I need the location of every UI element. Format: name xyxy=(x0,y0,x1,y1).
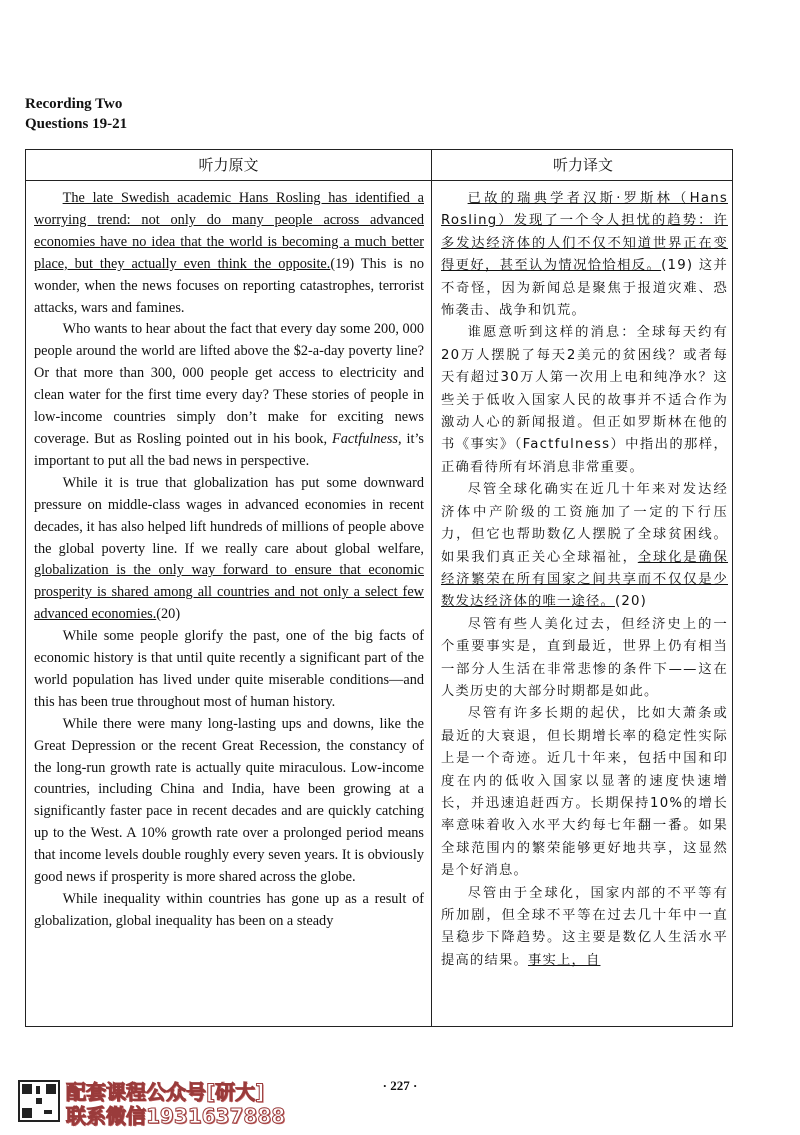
header-divider xyxy=(26,180,732,181)
text-segment: While some people glorify the past, one of the big facts of economic history is that until quite recently a significant part of the world population has lived under quite miserable conditions—and this has been true throughout most of human history. xyxy=(34,628,424,710)
text-segment: , it’s important to put all the bad news in perspective. xyxy=(34,430,424,469)
column-divider xyxy=(431,150,432,1026)
header-original: 听力原文 xyxy=(198,156,259,174)
paragraph xyxy=(34,473,424,626)
text-segment: While it is true that globalization has put some downward pressure on middle-class wages in advanced economies in recent decades, it has also helped lift hundreds of millions of people above the global poverty line. If we really care about global welfare, xyxy=(34,474,424,557)
questions-range: Questions 19-21 xyxy=(25,116,128,132)
text-segment: Factfulness xyxy=(332,430,398,447)
section-heading xyxy=(25,94,127,134)
paragraph xyxy=(441,614,728,704)
paragraph xyxy=(441,703,728,882)
underlined-answer-text: globalization is the only way forward to ensure that economic prosperity is shared among all countries and not only a select few advanced economies. xyxy=(34,562,424,623)
qr-code-icon xyxy=(18,1080,60,1122)
paragraph xyxy=(34,188,424,319)
recording-title: Recording Two xyxy=(25,96,123,112)
underlined-answer-text: 已故的瑞典学者汉斯·罗斯林（Hans Rosling）发现了一个令人担忧的趋势：许多发达经济体的人们不仅不知道世界正在变得更好，甚至认为情况恰恰相反。 xyxy=(441,191,728,274)
text-segment: While there were many long-lasting ups and downs, like the Great Depression or the recent Great Recession, the constancy of the long-run growth rate is actually quite miraculous. Low-income countries, including China and India, have been growing at a significantly faster pace in recent decades and are quickly catching up to the West. A 10% growth rate over a prolonged period means that income levels double roughly every seven years. It is obviously good news if prosperity is more shared across the globe. xyxy=(34,715,424,886)
underlined-answer-text: 事实上，自 xyxy=(527,952,601,968)
text-segment: (20) xyxy=(614,594,648,610)
text-segment: 尽管有许多长期的起伏，比如大萧条或最近的大衰退，但长期增长率的稳定性实际上是一个奇迹。近几十年来，包括中国和印度在内的低收入国家以显著的速度快速增长，并迅速追赶西方。长期保持10%的增长率意味着收入水平大约每七年翻一番。如果全球范围内的繁荣能够更好地共享，这显然是个好消息。 xyxy=(441,706,728,879)
paragraph xyxy=(34,889,424,933)
header-translation: 听力译文 xyxy=(552,156,613,174)
paragraph xyxy=(441,188,728,322)
chinese-translation xyxy=(441,188,728,972)
transcript-table xyxy=(25,149,733,1027)
text-segment: Who wants to hear about the fact that every day some 200, 000 people around the world are lifted above the $2-a-day poverty line? Or that more than 300, 000 people get access to electricity and clean water for the first time every day? These stories of people in low-income countries simply don’t make for exciting news coverage. But as Rosling pointed out in his book, xyxy=(34,321,424,447)
watermark-line-2: 联系微信1931637888 xyxy=(66,1104,286,1128)
paragraph xyxy=(34,626,424,714)
paragraph xyxy=(34,319,424,472)
underlined-answer-text: The late Swedish academic Hans Rosling has identified a worrying trend: not only do many people across advanced economies have no idea that the world is becoming a much better place, but they actually even think the opposite. xyxy=(34,190,424,272)
text-segment: While inequality within countries has gone up as a result of globalization, global inequality has been on a steady xyxy=(34,891,424,929)
underlined-answer-text: 全球化是确保经济繁荣在所有国家之间共享而不仅仅是少数发达经济体的唯一途径。 xyxy=(441,549,729,610)
page-number: · 227 · xyxy=(382,1078,418,1093)
paragraph xyxy=(441,883,728,973)
text-segment: (19) 这并不奇怪，因为新闻总是聚焦于报道灾难、恐怖袭击、战争和饥荒。 xyxy=(441,258,729,319)
text-segment: 尽管全球化确实在近几十年来对发达经济体中产阶级的工资施加了一定的下行压力，但它也帮助数亿人摆脱了全球贫困线。如果我们真正关心全球福祉， xyxy=(441,482,728,565)
text-segment: (20) xyxy=(156,606,181,623)
watermark xyxy=(66,1080,285,1128)
paragraph xyxy=(441,479,728,613)
text-segment: 谁愿意听到这样的消息：全球每天约有20万人摆脱了每天2美元的贫困线？或者每天有超过30万人第一次用上电和纯净水？这些关于低收入国家人民的故事并不适合作为激动人心的新闻报道。但正如罗斯林在他的书《事实》（Factfulness）中指出的那样，正确看待所有坏消息非常重要。 xyxy=(441,325,728,475)
paragraph xyxy=(34,714,424,889)
watermark-line-1: 配套课程公众号[研大] xyxy=(66,1080,265,1104)
text-segment: 尽管由于全球化，国家内部的不平等有所加剧，但全球不平等在过去几十年中一直呈稳步下降趋势。这主要是数亿人生活水平提高的结果。 xyxy=(441,885,728,968)
english-transcript xyxy=(34,188,424,933)
text-segment: (19) This is no wonder, when the news focuses on reporting catastrophes, terrorist attacks, wars and famines. xyxy=(34,255,424,316)
text-segment: 尽管有些人美化过去，但经济史上的一个重要事实是，直到最近，世界上仍有相当一部分人生活在非常悲惨的条件下——这在人类历史的大部分时期都是如此。 xyxy=(441,616,728,699)
paragraph xyxy=(441,322,728,479)
